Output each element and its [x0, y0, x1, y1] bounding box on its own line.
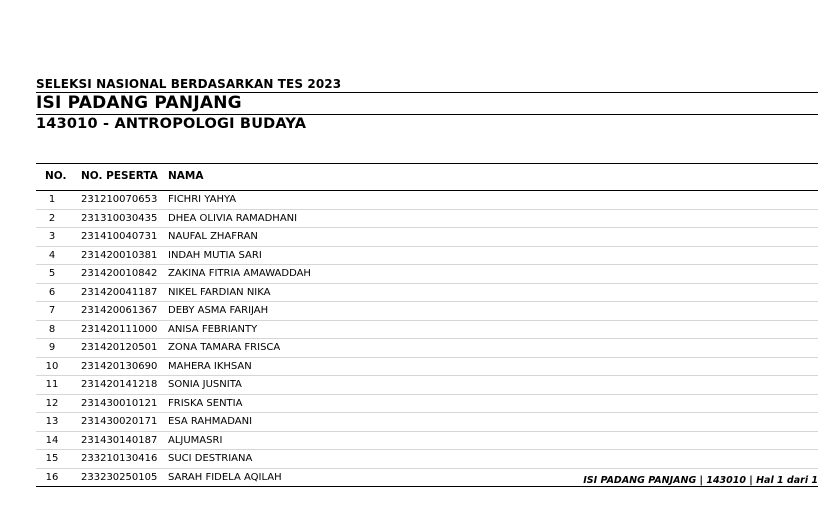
participant-name: SONIA JUSNITA — [168, 379, 242, 390]
participant-number: 233230250105 — [81, 471, 158, 483]
institution-title: ISI PADANG PANJANG — [36, 93, 242, 113]
row-number: 1 — [48, 194, 56, 205]
participant-table — [36, 163, 818, 487]
row-number: 13 — [45, 416, 59, 427]
participant-number: 231430020171 — [81, 416, 158, 427]
row-number: 15 — [45, 453, 59, 464]
participant-name: FICHRI YAHYA — [168, 194, 237, 205]
participant-name: SUCI DESTRIANA — [168, 453, 253, 464]
row-number: 2 — [48, 212, 56, 224]
row-number: 7 — [48, 305, 56, 316]
table-row — [36, 450, 818, 469]
participant-name: ZONA TAMARA FRISCA — [168, 342, 281, 353]
row-number: 16 — [45, 471, 59, 483]
table-row — [36, 210, 818, 229]
table-body — [36, 191, 818, 487]
participant-number: 231420120501 — [81, 342, 158, 353]
table-row — [36, 321, 818, 340]
participant-name: ESA RAHMADANI — [168, 416, 253, 427]
table-row — [36, 284, 818, 303]
event-title: SELEKSI NASIONAL BERDASARKAN TES 2023 — [36, 77, 342, 91]
table-row — [36, 191, 818, 210]
participant-name: SARAH FIDELA AQILAH — [168, 471, 282, 483]
participant-number: 231430010121 — [81, 397, 158, 409]
row-number: 9 — [48, 342, 56, 353]
table-row — [36, 376, 818, 395]
row-number: 6 — [48, 286, 56, 298]
table-row — [36, 247, 818, 266]
page-footer: ISI PADANG PANJANG | 143010 | Hal 1 dari 1 — [583, 475, 818, 486]
participant-name: DEBY ASMA FARIJAH — [168, 305, 269, 316]
participant-name: NAUFAL ZHAFRAN — [168, 231, 258, 242]
participant-number: 231410040731 — [81, 231, 158, 242]
participant-number: 231420141218 — [81, 379, 158, 390]
row-number: 8 — [48, 323, 56, 335]
column-header-peserta: NO. PESERTA — [81, 170, 158, 182]
row-number: 3 — [48, 231, 56, 242]
column-header-no: NO. — [45, 170, 67, 182]
row-number: 4 — [48, 249, 56, 261]
table-row — [36, 358, 818, 377]
participant-number: 231420010842 — [81, 268, 158, 279]
participant-number: 231420111000 — [81, 323, 158, 335]
participant-number: 231420010381 — [81, 249, 158, 261]
participant-name: FRISKA SENTIA — [168, 397, 243, 409]
participant-number: 231310030435 — [81, 212, 158, 224]
column-header-nama: NAMA — [168, 170, 204, 182]
participant-number: 231420130690 — [81, 360, 158, 372]
table-row — [36, 432, 818, 451]
participant-name: DHEA OLIVIA RAMADHANI — [168, 212, 298, 224]
program-title: 143010 - ANTROPOLOGI BUDAYA — [36, 116, 307, 132]
table-header — [36, 163, 818, 191]
table-row — [36, 265, 818, 284]
participant-name: ZAKINA FITRIA AMAWADDAH — [168, 268, 311, 279]
row-number: 5 — [48, 268, 56, 279]
participant-name: INDAH MUTIA SARI — [168, 249, 262, 261]
participant-name: NIKEL FARDIAN NIKA — [168, 286, 271, 298]
table-row — [36, 228, 818, 247]
row-number: 12 — [45, 397, 59, 409]
participant-name: MAHERA IKHSAN — [168, 360, 252, 372]
header-divider-bottom — [36, 114, 818, 115]
row-number: 11 — [45, 379, 59, 390]
participant-name: ANISA FEBRIANTY — [168, 323, 258, 335]
table-row — [36, 395, 818, 414]
participant-number: 231430140187 — [81, 434, 158, 446]
participant-number: 231420061367 — [81, 305, 158, 316]
table-row — [36, 413, 818, 432]
participant-number: 233210130416 — [81, 453, 158, 464]
participant-number: 231210070653 — [81, 194, 158, 205]
row-number: 10 — [45, 360, 59, 372]
row-number: 14 — [45, 434, 59, 446]
participant-number: 231420041187 — [81, 286, 158, 298]
participant-name: ALJUMASRI — [168, 434, 223, 446]
table-row — [36, 302, 818, 321]
table-row — [36, 339, 818, 358]
